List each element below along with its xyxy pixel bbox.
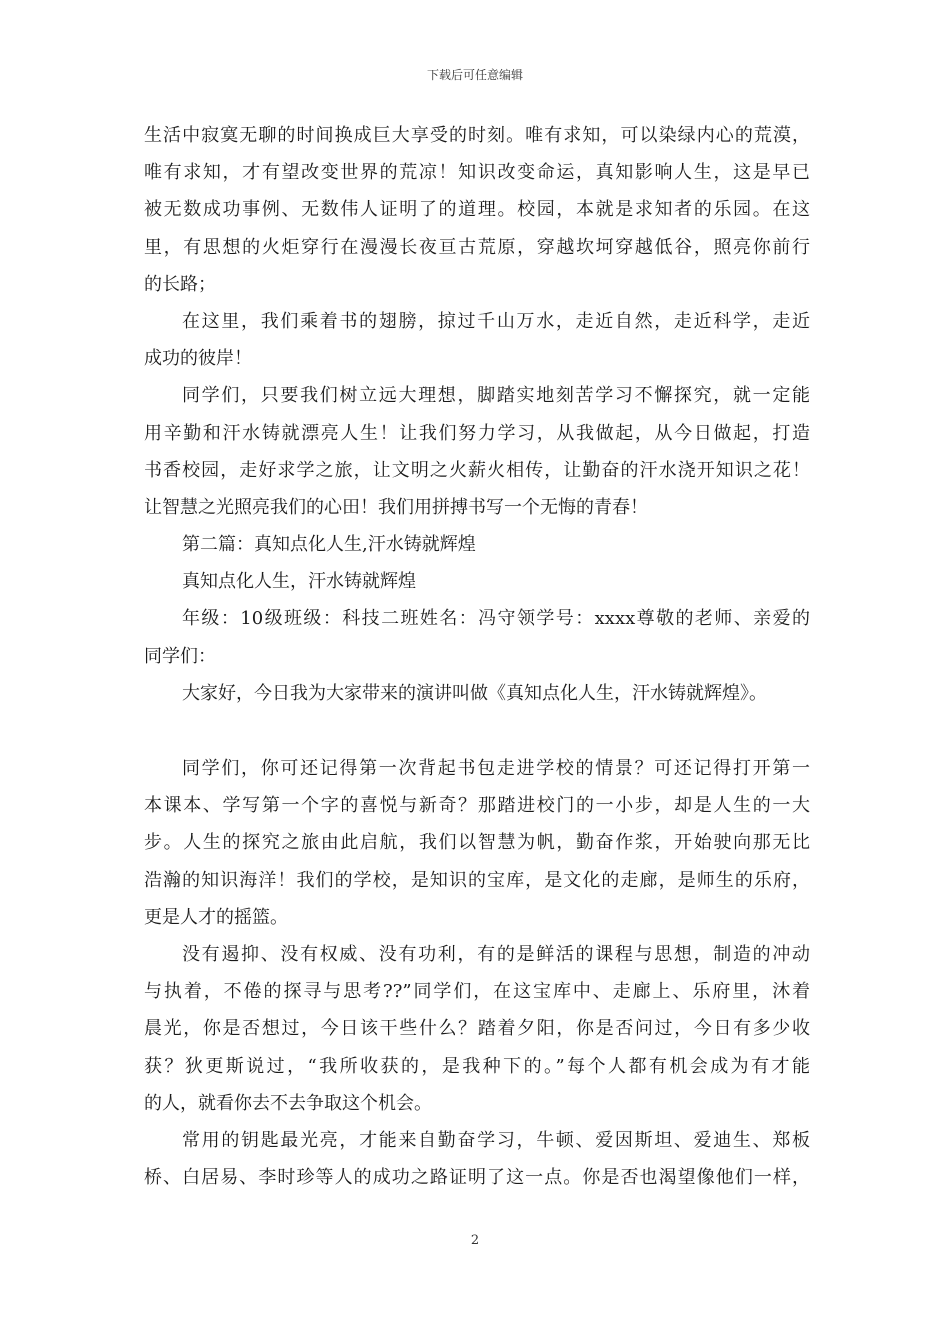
text-line: 用辛勤和汗水铸就漂亮人生！让我们努力学习，从我做起，从今日做起，打造 [144,422,810,444]
text-line: 大家好，今日我为大家带来的演讲叫做《真知点化人生，汗水铸就辉煌》。 [182,682,767,704]
text-line: 书香校园，走好求学之旅，让文明之火薪火相传，让勤奋的汗水浇开知识之花！ [144,459,810,481]
text-line: 生活中寂寞无聊的时间换成巨大享受的时刻。唯有求知，可以染绿内心的荒漠， [144,125,810,146]
text-line: 没有遏抑、没有权威、没有功利，有的是鲜活的课程与思想，制造的冲动 [182,943,810,965]
text-line: 步。人生的探究之旅由此启航，我们以智慧为帆，勤奋作浆，开始驶向那无比 [144,832,810,854]
text-line: 里，有思想的火炬穿行在漫漫长夜亘古荒原，穿越坎坷穿越低谷，照亮你前行 [144,236,810,258]
text-line: 本课本、学写第一个字的喜悦与新奇？那踏进校门的一小步，却是人生的一大 [144,795,810,817]
page-number: 2 [470,1233,480,1248]
text-line: 浩瀚的知识海洋！我们的学校，是知识的宝库，是文化的走廊，是师生的乐府， [144,869,810,891]
text-line: 被无数成功事例、无数伟人证明了的道理。校园，本就是求知者的乐园。在这 [144,199,810,221]
text-line: 常用的钥匙最光亮，才能来自勤奋学习，牛顿、爱因斯坦、爱迪生、郑板 [182,1129,810,1151]
text-line: 唯有求知，才有望改变世界的荒凉！知识改变命运，真知影响人生，这是早已 [144,162,810,184]
text-line: 成功的彼岸！ [144,348,252,370]
text-line: 获？狄更斯说过，“我所收获的，是我种下的。”每个人都有机会成为有才能 [144,1055,810,1077]
text-line: 让智慧之光照亮我们的心田！我们用拼搏书写一个无悔的青春！ [144,496,648,518]
text-line: 同学们： [144,645,216,667]
blank-line [144,712,810,750]
text-line: 在这里，我们乘着书的翅膀，掠过千山万水，走近自然，走近科学，走近 [182,310,810,332]
speech-title: 真知点化人生，汗水铸就辉煌 [182,571,416,593]
text-line: 的长路； [144,273,216,295]
text-line: 的人，就看你去不去争取这个机会。 [144,1092,432,1114]
text-line: 与执着，不倦的探寻与思考??”同学们，在这宝库中、走廊上、乐府里，沐着 [144,981,810,1003]
text-line: 同学们，你可还记得第一次背起书包走进学校的情景？可还记得打开第一 [182,758,810,779]
document-body [144,117,810,1196]
section-title: 第二篇：真知点化人生,汗水铸就辉煌 [182,534,476,556]
text-line: 同学们，只要我们树立远大理想，脚踏实地刻苦学习不懈探究，就一定能 [182,385,810,407]
page-header: 下载后可任意编辑 [426,68,523,82]
text-line: 晨光，你是否想过，今日该干些什么？踏着夕阳，你是否问过，今日有多少收 [144,1018,810,1040]
text-line: 桥、白居易、李时珍等人的成功之路证明了这一点。你是否也渴望像他们一样， [144,1167,810,1189]
text-line: 更是人才的摇篮。 [144,906,288,928]
text-line: 年级：10级班级：科技二班姓名：冯守领学号：xxxx尊敬的老师、亲爱的 [182,608,810,630]
